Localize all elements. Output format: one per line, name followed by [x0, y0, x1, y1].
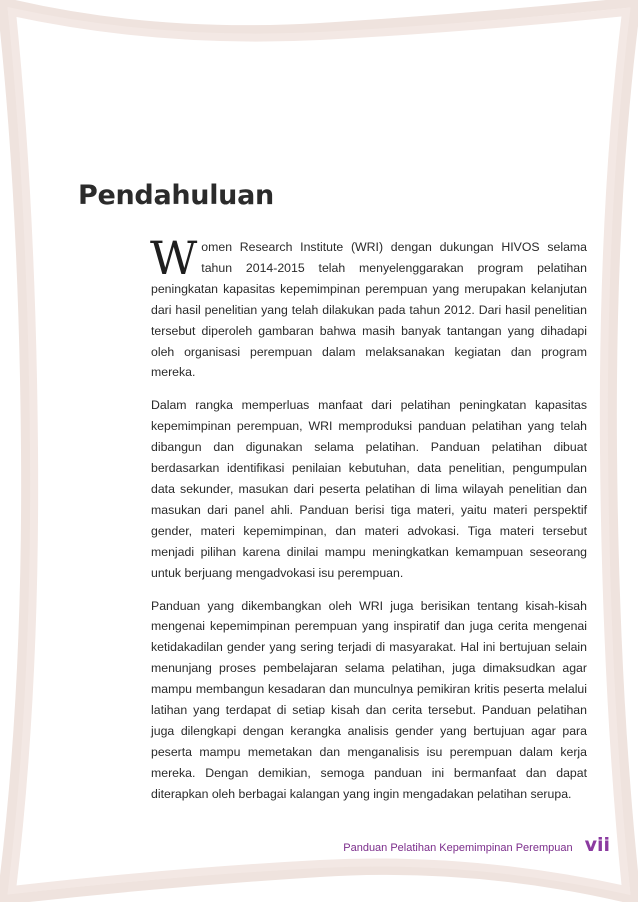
paragraph-2: Dalam rangka memperluas manfaat dari pelatihan peningkatan kapasitas kepemimpinan perempuan, WRI memproduksi panduan pelatihan yang telah dibangun dan digunakan selama pelatihan. Panduan pelatihan dibuat berdasarkan identifikasi penilaian kebutuhan, data penelitian, pengumpulan data sekunder, masukan dari peserta pelatihan di lima wilayah penelitian dan masukan dari panel ahli. Panduan berisi tiga materi, yaitu materi perspektif gender, materi kepemimpinan, dan materi advokasi. Tiga materi tersebut menjadi pilihan karena dinilai mampu meningkatkan kemampuan seseorang untuk berjuang mengadvokasi isu perempuan.: [151, 398, 587, 580]
page-footer: [343, 834, 610, 856]
paragraph-1-text: omen Research Institute (WRI) dengan dukungan HIVOS selama tahun 2014-2015 telah menyelenggarakan program pelatihan peningkatan kapasitas kepemimpinan perempuan yang merupakan kelanjutan dari hasil penelitian yang telah dilakukan pada tahun 2012. Dari hasil penelitian tersebut diperoleh gambaran bahwa masih banyak tantangan yang dihadapi oleh organisasi perempuan dalam melaksanakan kegiatan dan program mereka.: [151, 240, 587, 380]
body-text: [150, 231, 587, 817]
page-number: vii: [584, 834, 610, 856]
footer-book-title: Panduan Pelatihan Kepemimpinan Perempuan: [343, 842, 573, 854]
page-title: Pendahuluan: [78, 180, 274, 211]
drop-cap: W: [150, 231, 198, 285]
paragraph-3: Panduan yang dikembangkan oleh WRI juga berisikan tentang kisah-kisah mengenai kepemimpinan perempuan yang inspiratif dan juga cerita mengenai ketidakadilan gender yang sering terjadi di masyarakat. Hal ini bertujuan selain menunjang proses pembelajaran selama pelatihan, juga dimaksudkan agar mampu membangun kesadaran dan munculnya pemikiran kritis peserta melalui latihan yang terdapat di setiap kisah dan cerita tersebut. Panduan pelatihan juga dilengkapi dengan kerangka analisis gender yang bertujuan agar para peserta mampu memetakan dan menganalisis isu perempuan dalam kerja mereka. Dengan demikian, semoga panduan ini bermanfaat dan dapat diterapkan oleh berbagai kalangan yang ingin mengadakan pelatihan serupa.: [151, 598, 587, 801]
paragraph-1: [150, 231, 587, 383]
